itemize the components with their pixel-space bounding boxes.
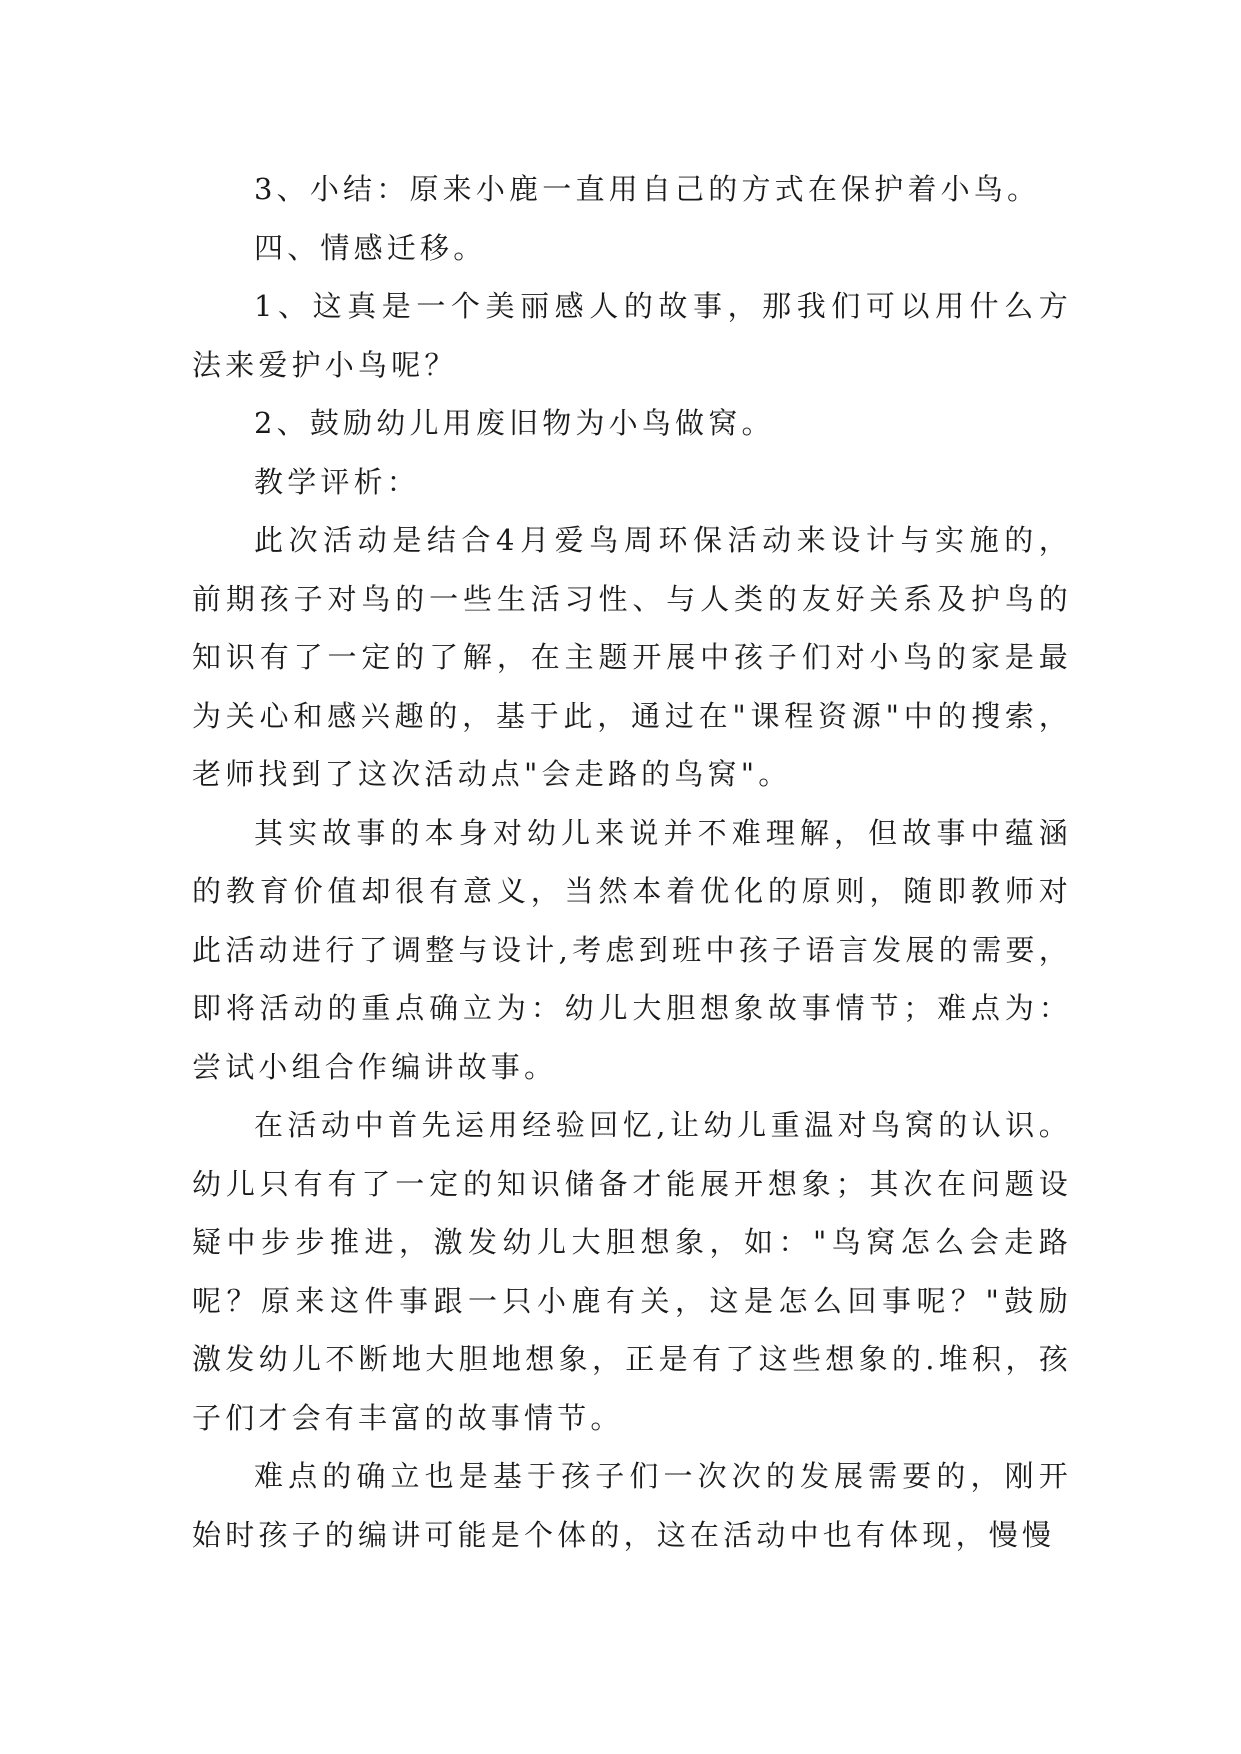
paragraph-summary: 3、小结：原来小鹿一直用自己的方式在保护着小鸟。 xyxy=(254,172,1041,206)
document-body xyxy=(192,160,1072,1564)
section-heading-emotional-transfer: 四、情感迁移。 xyxy=(254,230,487,265)
paragraph-step-1: 1、这真是一个美丽感人的故事，那我们可以用什么方法来爱护小鸟呢？ xyxy=(192,289,1072,382)
paragraph-analysis-1: 此次活动是结合4月爱鸟周环保活动来设计与实施的，前期孩子对鸟的一些生活习性、与人类的友好关系及护鸟的知识有了一定的了解，在主题开展中孩子们对小鸟的家是最为关心和感兴趣的，基于此，通过在"课程资源"中的搜索，老师找到了这次活动点"会走路的鸟窝"。 xyxy=(192,523,1072,791)
paragraph-analysis-4: 难点的确立也是基于孩子们一次次的发展需要的，刚开始时孩子的编讲可能是个体的，这在活动中也有体现，慢慢 xyxy=(192,1459,1072,1552)
section-heading-teaching-analysis: 教学评析： xyxy=(254,464,421,499)
paragraph-step-2: 2、鼓励幼儿用废旧物为小鸟做窝。 xyxy=(254,406,775,440)
paragraph-analysis-3: 在活动中首先运用经验回忆,让幼儿重温对鸟窝的认识。幼儿只有有了一定的知识储备才能展开想象；其次在问题设疑中步步推进，激发幼儿大胆想象，如："鸟窝怎么会走路呢？原来这件事跟一只小鹿有关，这是怎么回事呢？"鼓励激发幼儿不断地大胆地想象，正是有了这些想象的.堆积，孩子们才会有丰富的故事情节。 xyxy=(192,1108,1072,1435)
paragraph-analysis-2: 其实故事的本身对幼儿来说并不难理解，但故事中蕴涵的教育价值却很有意义，当然本着优化的原则，随即教师对此活动进行了调整与设计,考虑到班中孩子语言发展的需要，即将活动的重点确立为：幼儿大胆想象故事情节；难点为：尝试小组合作编讲故事。 xyxy=(192,815,1072,1084)
